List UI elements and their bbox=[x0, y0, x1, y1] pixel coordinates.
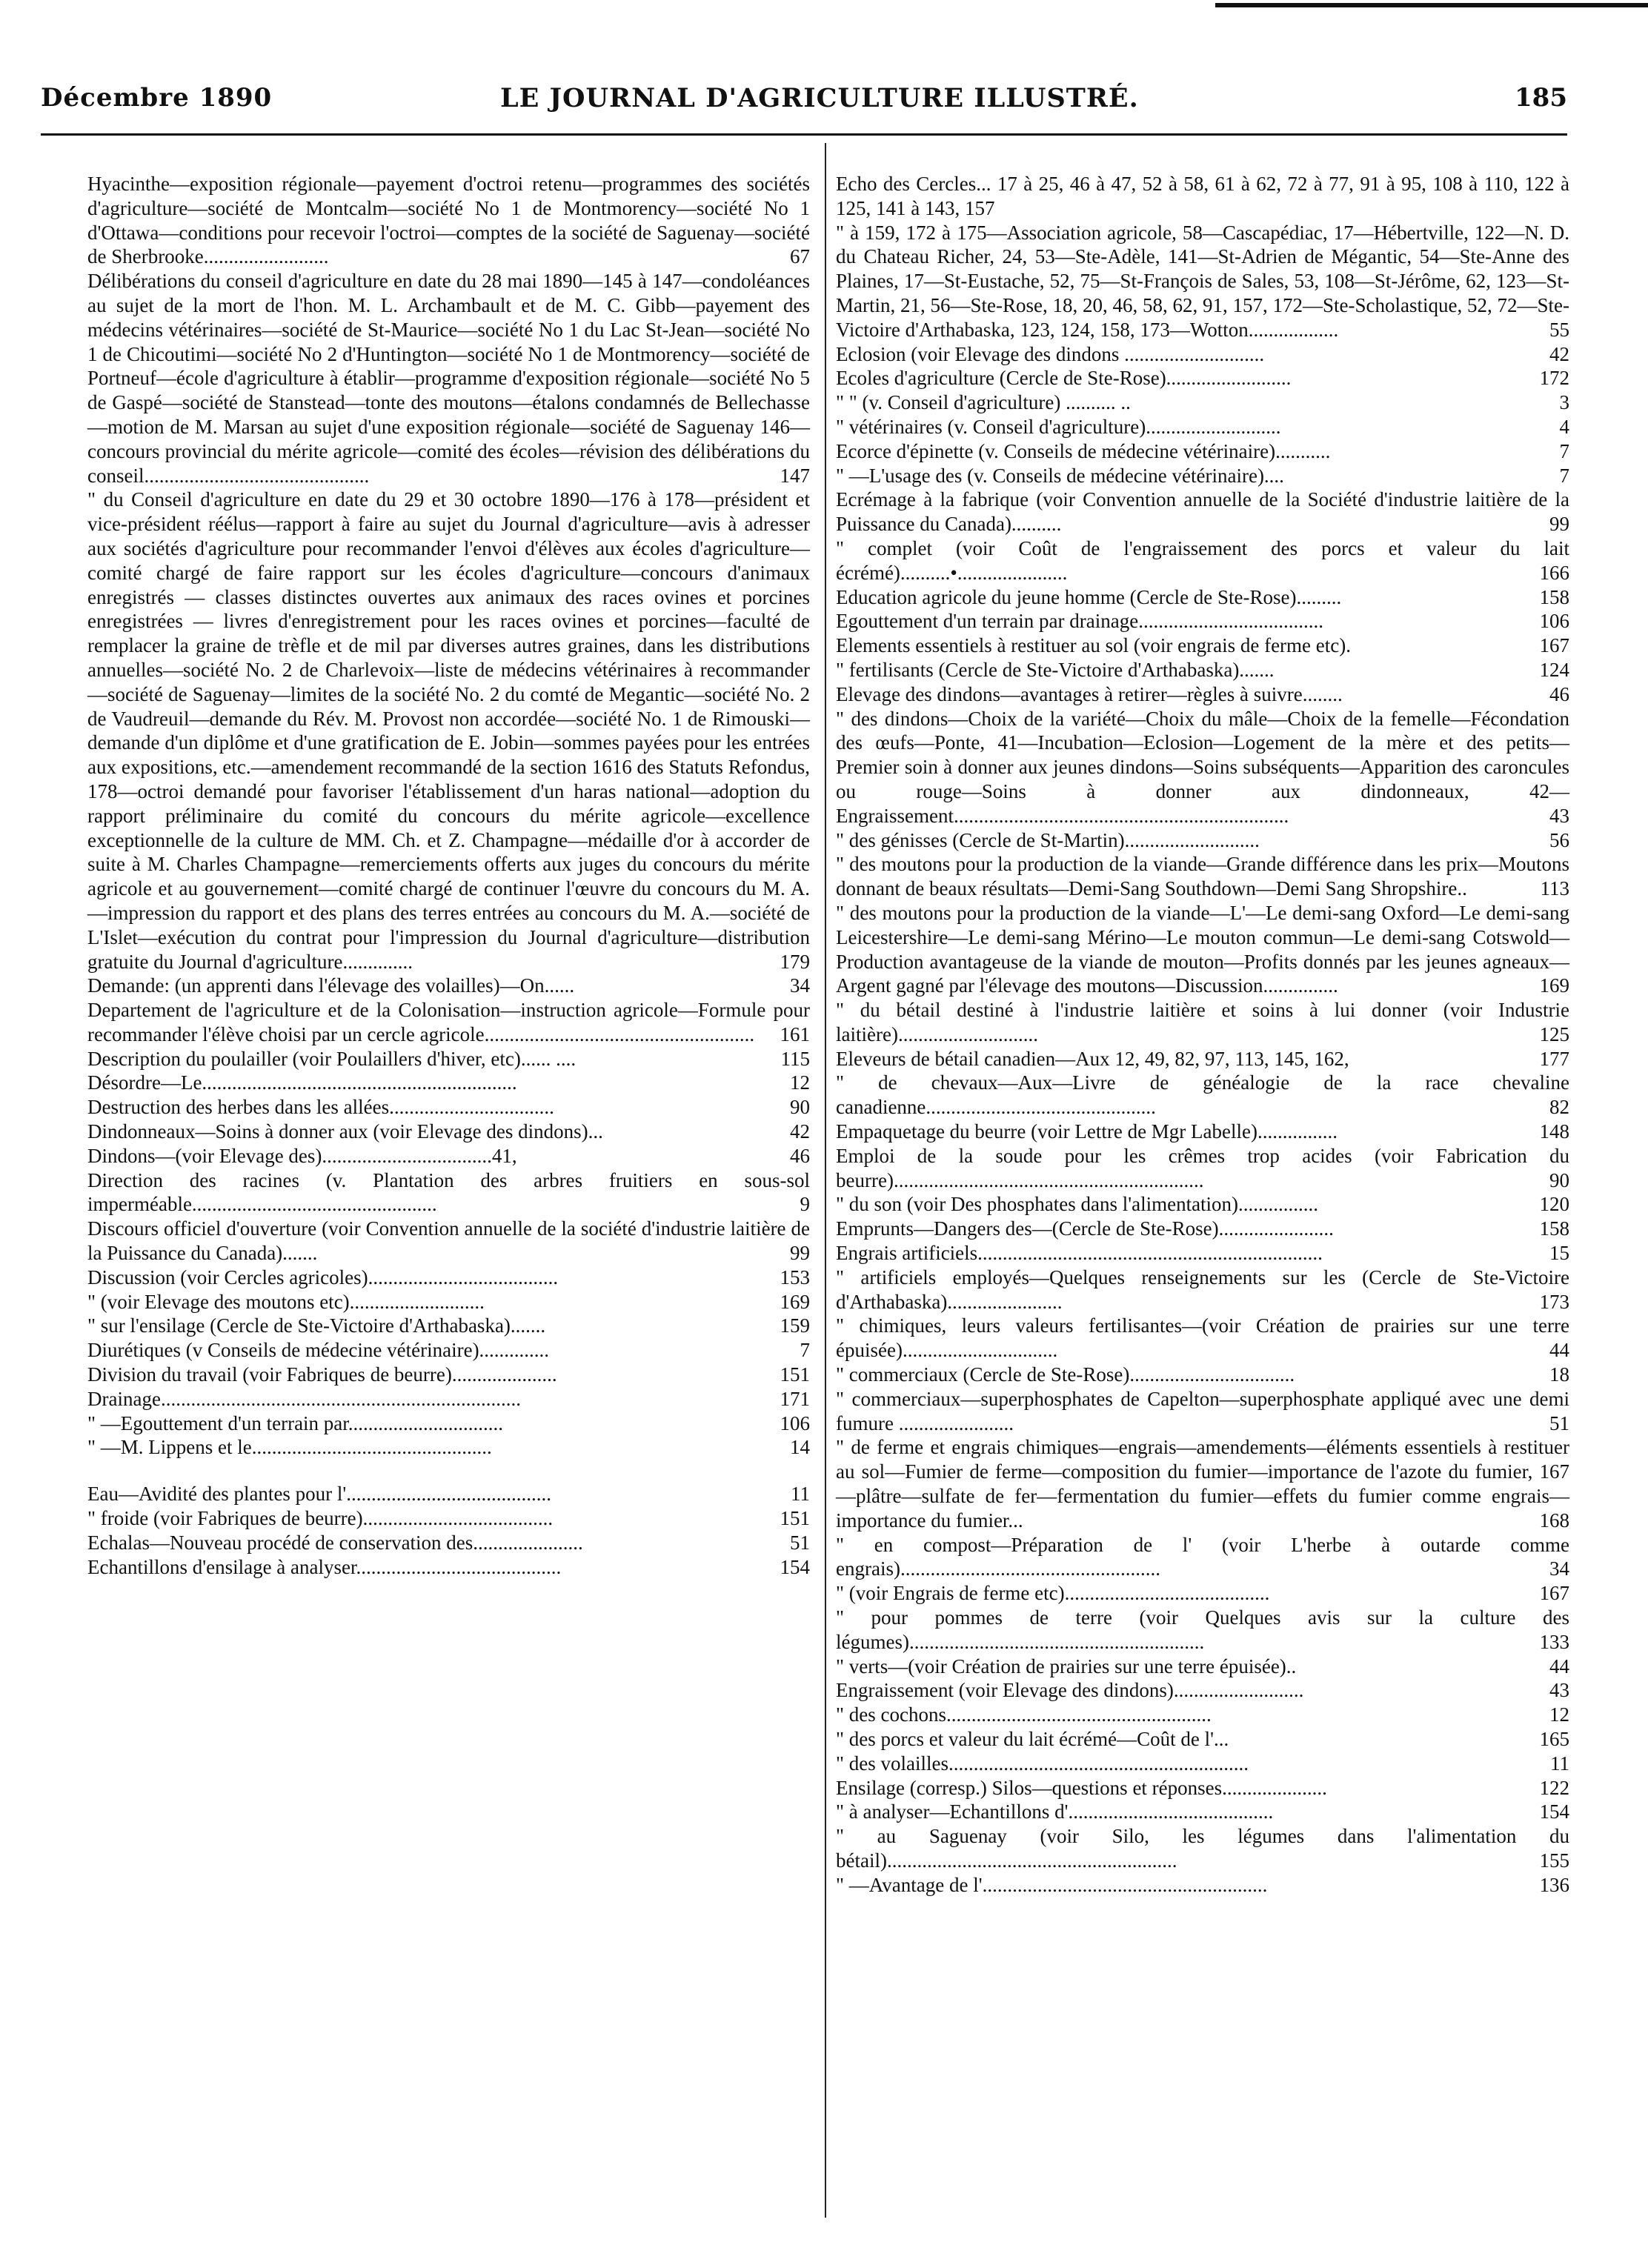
index-entry bbox=[87, 1482, 810, 1506]
entry-text: Demande: (un apprenti dans l'élevage des volailles)—On...... bbox=[87, 974, 575, 997]
entry-page-number: 7 bbox=[797, 1338, 811, 1363]
entry-page-number: 51 bbox=[1546, 1411, 1569, 1436]
entry-page-number: 166 bbox=[1537, 561, 1570, 585]
index-entry bbox=[836, 172, 1569, 221]
entry-text: Discours officiel d'ouverture (voir Convention annuelle de la société d'industrie laitière de la Puissance du Canada)....... bbox=[87, 1217, 810, 1265]
entry-text: Echalas—Nouveau procédé de conservation des...................... bbox=[87, 1531, 583, 1554]
entry-text: Elevage des dindons—avantages à retirer—règles à suivre........ bbox=[836, 682, 1343, 705]
entry-page-number: 11 bbox=[1547, 1752, 1569, 1776]
index-entry bbox=[836, 390, 1569, 415]
index-entry bbox=[87, 974, 810, 998]
entry-page-number: 168 bbox=[1537, 1509, 1570, 1533]
entry-text: Destruction des herbes dans les allées................................. bbox=[87, 1096, 554, 1119]
entry-page-number: 115 bbox=[778, 1047, 811, 1071]
entry-text: " commerciaux (Cercle de Ste-Rose)................................. bbox=[836, 1363, 1295, 1386]
index-entry bbox=[836, 1533, 1569, 1582]
entry-page-number: 4 bbox=[1557, 415, 1570, 439]
entry-page-number: 154 bbox=[1537, 1800, 1570, 1824]
entry-text: " des moutons pour la production de la viande—Grande différence dans les prix—Moutons donnant de beaux résultats—Demi-Sang Southdown—Demi Sang Shropshire.. bbox=[836, 853, 1569, 900]
entry-page-number: 155 bbox=[1537, 1849, 1570, 1873]
index-column-left bbox=[87, 172, 810, 1579]
entry-page-number: 46 bbox=[1546, 682, 1569, 707]
index-entry bbox=[87, 1506, 810, 1531]
entry-page-number: 158 bbox=[1537, 1217, 1570, 1241]
index-entry bbox=[836, 633, 1569, 658]
index-entry bbox=[836, 342, 1569, 367]
entry-page-number: 11 bbox=[788, 1482, 810, 1506]
entry-page-number: 82 bbox=[1546, 1095, 1569, 1120]
entry-page-number: 106 bbox=[1537, 609, 1570, 633]
index-entry bbox=[836, 1387, 1569, 1436]
entry-page-number: 99 bbox=[787, 1241, 810, 1266]
entry-text: " verts—(voir Création de prairies sur une terre épuisée).. bbox=[836, 1655, 1297, 1677]
entry-text: " à 159, 172 à 175—Association agricole, 58—Cascapédiac, 17—Hébertville, 122—N. D. du Chateau Richer, 24, 53—Ste-Adèle, 141—St-Adrien de Mégantic, 54—Ste-Anne des Plaines, 17—St-Eustache, 52, 75—St-François de Sales, 53, 108—St-Jérôme, 62, 123—St-Martin, 21, 56—Ste-Rose, 18, 20, 46, 58, 62, 91, 157, 172—Ste-Scholastique, 52, 72—Ste-Victoire d'Arthabaska, 123, 124, 158, 173—Wotton.................. bbox=[836, 221, 1569, 341]
top-rule bbox=[1215, 3, 1648, 7]
index-entry bbox=[836, 1144, 1569, 1193]
entry-page-number: 55 bbox=[1546, 318, 1569, 342]
entry-page-number: 56 bbox=[1546, 828, 1569, 853]
entry-page-number: 120 bbox=[1537, 1192, 1570, 1217]
index-entry bbox=[836, 488, 1569, 536]
entry-page-number: 136 bbox=[1537, 1873, 1570, 1898]
entry-text: " des porcs et valeur du lait écrémé—Coût de l'... bbox=[836, 1728, 1229, 1750]
entry-page-number: 122 bbox=[1537, 1776, 1570, 1800]
index-entry bbox=[836, 1120, 1569, 1144]
index-entry bbox=[87, 1435, 810, 1460]
entry-text: " (voir Elevage des moutons etc)........................... bbox=[87, 1290, 485, 1313]
index-entry bbox=[836, 536, 1569, 585]
header-rule bbox=[41, 133, 1567, 136]
entry-text: Drainage........................................................................ bbox=[87, 1387, 521, 1410]
entry-text: Dindons—(voir Elevage des)..................................41, bbox=[87, 1144, 517, 1167]
entry-page-number: 9 bbox=[797, 1192, 811, 1217]
index-column-right bbox=[836, 172, 1569, 1898]
entry-page-number: 15 bbox=[1546, 1241, 1569, 1266]
entry-page-number: 18 bbox=[1546, 1363, 1569, 1387]
index-entry bbox=[836, 1266, 1569, 1314]
entry-page-number: 173 bbox=[1537, 1290, 1570, 1314]
entry-text: " complet (voir Coût de l'engraissement des porcs et valeur du lait écrémé)..........•...................... bbox=[836, 536, 1569, 584]
entry-text: Eleveurs de bétail canadien—Aux 12, 49, 82, 97, 113, 145, 162, bbox=[836, 1047, 1349, 1070]
entry-text: Ecoles d'agriculture (Cercle de Ste-Rose)......................... bbox=[836, 367, 1292, 390]
entry-page-number: 167 bbox=[1537, 1581, 1570, 1606]
entry-page-number: 14 bbox=[787, 1435, 810, 1460]
entry-page-number: 158 bbox=[1537, 585, 1570, 610]
index-entry bbox=[836, 1192, 1569, 1217]
entry-text: Ecrémage à la fabrique (voir Convention annuelle de la Société d'industrie laitière de la Puissance du Canada).......... bbox=[836, 488, 1569, 536]
entry-page-number: 42 bbox=[787, 1120, 810, 1144]
entry-page-number: 125 bbox=[1537, 1022, 1570, 1047]
journal-title: LE JOURNAL D'AGRICULTURE ILLUSTRÉ. bbox=[500, 83, 1139, 113]
index-entry bbox=[87, 488, 810, 974]
index-entry bbox=[836, 1703, 1569, 1727]
entry-page-number: 154 bbox=[777, 1555, 811, 1580]
index-entry bbox=[836, 1241, 1569, 1266]
index-entry bbox=[836, 1678, 1569, 1703]
entry-text: " froide (voir Fabriques de beurre)...................................... bbox=[87, 1507, 554, 1530]
entry-page-number: 7 bbox=[1557, 439, 1570, 464]
entry-page-number: 151 bbox=[777, 1506, 811, 1531]
entry-text: " " (v. Conseil d'agriculture) .......... .. bbox=[836, 391, 1131, 414]
entry-page-number: 169 bbox=[1537, 974, 1570, 998]
entry-text: Departement de l'agriculture et de la Colonisation—instruction agricole—Formule pour recommander l'élève choisi par un cercle agricole...................................................... bbox=[87, 999, 810, 1045]
index-entry bbox=[87, 1314, 810, 1338]
entry-page-number: 42 bbox=[1546, 342, 1569, 367]
entry-page-number: 151 bbox=[777, 1363, 811, 1387]
index-entry bbox=[87, 1555, 810, 1580]
index-entry bbox=[87, 1047, 810, 1071]
index-entry bbox=[836, 707, 1569, 828]
index-entry bbox=[87, 1290, 810, 1314]
entry-text: Engraissement (voir Elevage des dindons).......................... bbox=[836, 1679, 1304, 1702]
section-gap bbox=[87, 1460, 810, 1482]
entry-page-number: 177 bbox=[1537, 1047, 1570, 1071]
index-entry bbox=[836, 1217, 1569, 1241]
entry-text: Direction des racines (v. Plantation des arbres fruitiers en sous-sol imperméable................................................. bbox=[87, 1168, 810, 1216]
entry-text: Echantillons d'ensilage à analyser......................................... bbox=[87, 1555, 562, 1578]
index-entry bbox=[836, 1873, 1569, 1898]
entry-page-number: 159 bbox=[777, 1314, 811, 1338]
entry-text: " au Saguenay (voir Silo, les légumes dans l'alimentation du bétail).......................................................... bbox=[836, 1825, 1569, 1872]
entry-text: Dindonneaux—Soins à donner aux (voir Elevage des dindons)... bbox=[87, 1120, 603, 1143]
entry-text: Discussion (voir Cercles agricoles)...................................... bbox=[87, 1266, 559, 1288]
entry-page-number: 99 bbox=[1546, 512, 1569, 536]
entry-text: Ensilage (corresp.) Silos—questions et réponses..................... bbox=[836, 1776, 1327, 1799]
entry-page-number: 67 bbox=[787, 245, 810, 269]
entry-page-number: 169 bbox=[777, 1290, 811, 1314]
index-entry bbox=[836, 1752, 1569, 1776]
entry-page-number: 90 bbox=[787, 1095, 810, 1120]
column-divider bbox=[825, 143, 826, 2218]
index-entry bbox=[87, 1144, 810, 1168]
index-entry bbox=[836, 221, 1569, 342]
entry-text: " fertilisants (Cercle de Ste-Victoire d'Arthabaska)....... bbox=[836, 658, 1275, 681]
entry-text: " sur l'ensilage (Cercle de Ste-Victoire d'Arthabaska)....... bbox=[87, 1314, 546, 1337]
index-entry bbox=[836, 1655, 1569, 1679]
entry-text: " —Avantage de l'......................................................... bbox=[836, 1873, 1268, 1896]
entry-page-number: 90 bbox=[1546, 1168, 1569, 1193]
entry-page-number: 161 bbox=[777, 1022, 811, 1047]
entry-text: " commerciaux—superphosphates de Capelton—superphosphate appliqué avec une demi fumure ....................... bbox=[836, 1387, 1569, 1434]
index-entry bbox=[836, 1606, 1569, 1655]
index-entry bbox=[836, 901, 1569, 998]
index-entry bbox=[836, 1071, 1569, 1120]
index-entry bbox=[87, 998, 810, 1047]
index-entry bbox=[87, 1387, 810, 1411]
index-entry bbox=[836, 366, 1569, 390]
index-entry bbox=[836, 464, 1569, 488]
entry-text: " —L'usage des (v. Conseils de médecine vétérinaire).... bbox=[836, 464, 1284, 487]
entry-text: Empaquetage du beurre (voir Lettre de Mgr Labelle)................ bbox=[836, 1120, 1338, 1143]
index-entry bbox=[87, 1266, 810, 1290]
index-entry bbox=[836, 1824, 1569, 1873]
index-entry bbox=[836, 1363, 1569, 1387]
page-header bbox=[41, 83, 1567, 116]
index-entry bbox=[836, 415, 1569, 439]
entry-text: " du son (voir Des phosphates dans l'alimentation)................ bbox=[836, 1193, 1319, 1216]
entry-text: Elements essentiels à restituer au sol (voir engrais de ferme etc). bbox=[836, 634, 1351, 657]
entry-text: " vétérinaires (v. Conseil d'agriculture)........................... bbox=[836, 415, 1281, 438]
entry-text: " —M. Lippens et le................................................ bbox=[87, 1436, 492, 1459]
index-entry bbox=[836, 439, 1569, 464]
entry-page-number: 148 bbox=[1537, 1120, 1570, 1144]
entry-text: Education agricole du jeune homme (Cercle de Ste-Rose)......... bbox=[836, 585, 1342, 608]
entry-text: Echo des Cercles... 17 à 25, 46 à 47, 52 à 58, 61 à 62, 72 à 77, 91 à 95, 108 à 110, 122 à 125, 141 à 143, 157 bbox=[836, 173, 1569, 219]
index-entry bbox=[836, 585, 1569, 610]
index-entry bbox=[836, 1435, 1569, 1532]
entry-page-number: 124 bbox=[1537, 658, 1570, 682]
entry-text: " (voir Engrais de ferme etc)......................................... bbox=[836, 1582, 1270, 1605]
index-entry bbox=[836, 1047, 1569, 1071]
index-entry bbox=[836, 852, 1569, 901]
page-number: 185 bbox=[1515, 83, 1567, 113]
entry-text: Emprunts—Dangers des—(Cercle de Ste-Rose)....................... bbox=[836, 1217, 1334, 1240]
entry-page-number: 147 bbox=[777, 464, 811, 488]
index-entry bbox=[87, 1071, 810, 1095]
header-date: Décembre 1890 bbox=[41, 83, 273, 113]
index-entry bbox=[836, 1800, 1569, 1824]
entry-text: " de ferme et engrais chimiques—engrais—amendements—éléments essentiels à restituer au sol—Fumier de ferme—composition du fumier—importance de l'azote du fumier, 167—plâtre—sulfate de fer—fermentation du fumier—effets du fumier comme engrais—importance du fumier... bbox=[836, 1436, 1569, 1532]
entry-page-number: 106 bbox=[777, 1411, 811, 1436]
entry-page-number: 171 bbox=[777, 1387, 811, 1411]
entry-text: " pour pommes de terre (voir Quelques avis sur la culture des légumes)........................................................... bbox=[836, 1606, 1569, 1653]
entry-text: " des génisses (Cercle de St-Martin)........................... bbox=[836, 828, 1260, 851]
entry-text: Délibérations du conseil d'agriculture en date du 28 mai 1890—145 à 147—condoléances au sujet de la mort de l'hon. M. L. Archambault et de M. C. Gibb—payement des médecins vétérinaires—société de St-Maurice—société No 1 du Lac St-Jean—société No 1 de Chicoutimi—société No 2 d'Huntington—société No 1 de Montmorency—société de Portneuf—école d'agriculture à établir—programme d'exposition régionale—société No 5 de Gaspé—société de Stanstead—tonte des moutons—étalons condamnés de Bellechasse—motion de M. Marsan au sujet d'une exposition régionale—société de Saguenay 146—concours provincial du mérite agricole—comité des écoles—révision des délibérations du conseil............................................. bbox=[87, 270, 810, 487]
entry-page-number: 172 bbox=[1537, 366, 1570, 390]
entry-text: " artificiels employés—Quelques renseignements sur les (Cercle de Ste-Victoire d'Arthabaska)....................... bbox=[836, 1266, 1569, 1313]
entry-page-number: 7 bbox=[1557, 464, 1570, 488]
index-entry bbox=[836, 609, 1569, 633]
entry-page-number: 179 bbox=[777, 950, 811, 974]
entry-text: Eau—Avidité des plantes pour l'......................................... bbox=[87, 1483, 552, 1506]
index-entry bbox=[87, 1217, 810, 1266]
index-entry bbox=[87, 172, 810, 269]
entry-page-number: 12 bbox=[787, 1071, 810, 1095]
entry-text: Diurétiques (v Conseils de médecine vétérinaire).............. bbox=[87, 1339, 550, 1362]
index-entry bbox=[87, 1411, 810, 1436]
entry-text: " des dindons—Choix de la variété—Choix du mâle—Choix de la femelle—Fécondation des œufs—Ponte, 41—Incubation—Eclosion—Logement de la mère et des petits—Premier soin à donner aux jeunes dindons—Soins subséquents—Apparition des caroncules ou rouge—Soins à donner aux dindonneaux, 42—Engraissement................................................................... bbox=[836, 707, 1569, 827]
entry-page-number: 46 bbox=[787, 1144, 810, 1168]
index-entry bbox=[87, 1363, 810, 1387]
index-entry bbox=[87, 1531, 810, 1555]
index-entry bbox=[836, 682, 1569, 707]
entry-page-number: 153 bbox=[777, 1266, 811, 1290]
entry-page-number: 165 bbox=[1537, 1727, 1570, 1752]
index-entry bbox=[87, 1168, 810, 1217]
entry-text: " de chevaux—Aux—Livre de généalogie de la race chevaline canadienne.............................................. bbox=[836, 1071, 1569, 1119]
index-entry bbox=[836, 1314, 1569, 1363]
index-entry bbox=[87, 1095, 810, 1120]
index-entry bbox=[87, 1338, 810, 1363]
entry-text: Eclosion (voir Elevage des dindons ............................ bbox=[836, 342, 1265, 365]
index-entry bbox=[87, 1120, 810, 1144]
entry-text: " des moutons pour la production de la viande—L'—Le demi-sang Oxford—Le demi-sang Leicestershire—Le demi-sang Mérino—Le mouton commun—Le demi-sang Cotswold—Production avantageuse de la viande de mouton—Profits donnés par les jeunes agneaux—Argent gagné par l'élevage des moutons—Discussion............... bbox=[836, 901, 1569, 997]
index-entry bbox=[836, 1776, 1569, 1800]
entry-text: Hyacinthe—exposition régionale—payement d'octroi retenu—programmes des sociétés d'agriculture—société de Montcalm—société No 1 de Montmorency—société No 1 d'Ottawa—conditions pour recevoir l'octroi—comptes de la société de Saguenay—société de Sherbrooke......................... bbox=[87, 173, 810, 268]
entry-page-number: 113 bbox=[1538, 877, 1570, 901]
entry-page-number: 43 bbox=[1546, 804, 1569, 828]
entry-page-number: 43 bbox=[1546, 1678, 1569, 1703]
entry-text: " —Egouttement d'un terrain par............................... bbox=[87, 1411, 504, 1434]
entry-page-number: 167 bbox=[1537, 633, 1570, 658]
entry-text: " chimiques, leurs valeurs fertilisantes—(voir Création de prairies sur une terre épuisée)............................... bbox=[836, 1314, 1569, 1362]
entry-page-number: 44 bbox=[1546, 1655, 1569, 1679]
entry-text: " du Conseil d'agriculture en date du 29 et 30 octobre 1890—176 à 178—président et vice-président réélus—rapport à faire au sujet du Journal d'agriculture—avis à adresser aux sociétés d'agriculture pour recommander l'envoi d'élèves aux écoles d'agriculture—comité chargé de faire rapport sur les écoles d'agriculture—concours d'animaux enregistrés — classes distinctes ouvertes aux animaux des races ovines et porcines enregistrées — livres d'enregistrement pour les races ovines et porcines—faculté de remplacer la graine de trèfle et de mil par diverses autres graines, dans les distributions annuelles—société No. 2 de Charlevoix—liste de médecins vétérinaires à recommander—société de Saguenay—limites de la société No. 2 du comté de Megantic—société No. 2 de Vaudreuil—demande du Rév. M. Provost non accordée—société No. 1 de Rimouski—demande d'un diplôme et d'une gratification de E. Jobin—sommes payées pour les entrées aux expositions, etc.—amendement recommandé de la section 1616 des Statuts Refondus, 178—octroi demandé pour favoriser l'établissement d'un haras national—adoption du rapport préliminaire du comité du concours du mérite agricole—excellence exceptionnelle de la culture de MM. Ch. et Z. Champagne—médaille d'or à accorder de suite à M. Charles Champagne—remerciements offerts aux juges du concours du mérite agricole et au gouvernement—comité chargé de continuer l'œuvre du concours du M. A.—impression du rapport et des plans des terres entrées au concours du M. A.—société de L'Islet—exécution du contrat pour l'impression du Journal d'agriculture—distribution gratuite du Journal d'agriculture.............. bbox=[87, 488, 810, 973]
index-entry bbox=[836, 658, 1569, 682]
entry-text: " à analyser—Echantillons d'......................................... bbox=[836, 1800, 1274, 1823]
entry-page-number: 34 bbox=[787, 974, 810, 998]
entry-text: Egouttement d'un terrain par drainage..................................... bbox=[836, 610, 1323, 633]
entry-text: Engrais artificiels..................................................................... bbox=[836, 1242, 1323, 1265]
index-entry bbox=[836, 1727, 1569, 1752]
index-entry bbox=[836, 1581, 1569, 1606]
entry-text: Description du poulailler (voir Poulaillers d'hiver, etc)...... .... bbox=[87, 1047, 577, 1070]
entry-text: Emploi de la soude pour les crêmes trop acides (voir Fabrication du beurre).............................................................. bbox=[836, 1144, 1569, 1191]
entry-page-number: 34 bbox=[1546, 1557, 1569, 1581]
entry-page-number: 12 bbox=[1546, 1703, 1569, 1727]
entry-text: " des cochons..................................................... bbox=[836, 1703, 1212, 1726]
entry-text: " des volailles............................................................ bbox=[836, 1752, 1249, 1775]
entry-text: " en compost—Préparation de l' (voir L'herbe à outarde comme engrais).................................................... bbox=[836, 1533, 1569, 1580]
entry-text: Ecorce d'épinette (v. Conseils de médecine vétérinaire)........... bbox=[836, 439, 1331, 462]
entry-page-number: 44 bbox=[1546, 1338, 1569, 1363]
index-entry bbox=[87, 269, 810, 488]
index-entry bbox=[836, 998, 1569, 1047]
entry-page-number: 51 bbox=[787, 1531, 810, 1555]
entry-page-number: 133 bbox=[1537, 1630, 1570, 1655]
entry-text: Désordre—Le............................................................... bbox=[87, 1071, 517, 1094]
entry-text: Division du travail (voir Fabriques de beurre)..................... bbox=[87, 1363, 557, 1386]
entry-page-number: 3 bbox=[1557, 390, 1570, 415]
entry-text: " du bétail destiné à l'industrie laitière et soins à lui donner (voir Industrie laitière)............................ bbox=[836, 999, 1569, 1045]
index-entry bbox=[836, 828, 1569, 853]
